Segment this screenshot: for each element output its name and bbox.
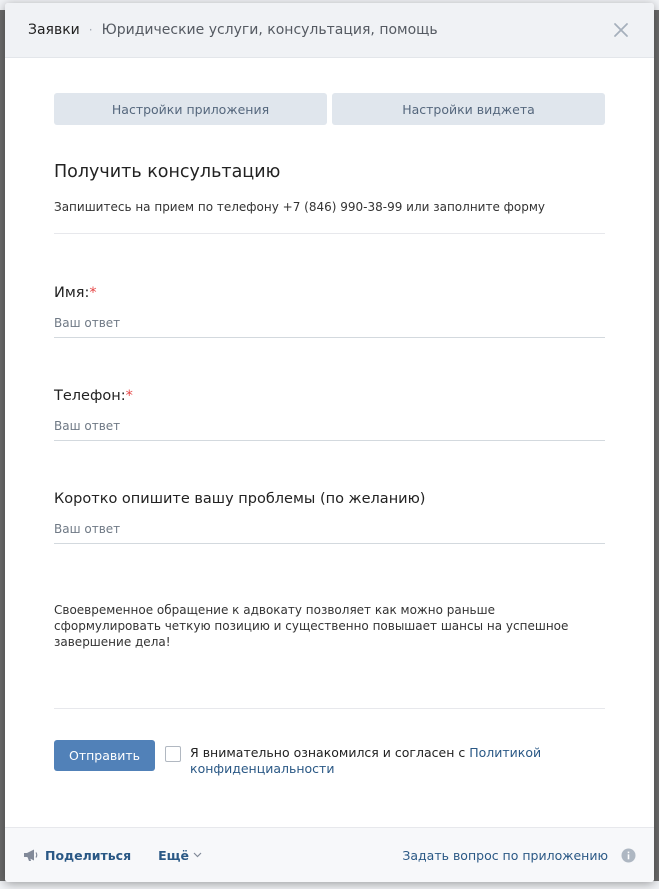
problem-label-text: Коротко опишите вашу проблемы (по желанию)	[54, 491, 426, 507]
background-page-bottom	[0, 881, 659, 889]
phone-label-text: Телефон:	[54, 388, 126, 404]
megaphone-icon	[23, 848, 39, 862]
submit-row	[54, 740, 605, 777]
modal-title: Заявки	[28, 22, 80, 38]
info-icon[interactable]	[621, 848, 636, 863]
agreement-checkbox[interactable]	[165, 746, 181, 762]
privacy-policy-link[interactable]: Политикой конфиденциальности	[190, 745, 542, 776]
required-mark: *	[89, 285, 97, 301]
agreement-label: Я внимательно ознакомился и согласен с	[190, 745, 466, 760]
required-mark: *	[125, 388, 133, 404]
phone-field-label	[54, 388, 605, 404]
more-label: Ещё	[158, 847, 189, 863]
submit-button[interactable]: Отправить	[54, 740, 155, 771]
chevron-down-icon	[193, 852, 202, 858]
ask-question-link[interactable]: Задать вопрос по приложению	[402, 847, 608, 863]
modal-content	[5, 58, 654, 777]
app-settings-button[interactable]: Настройки приложения	[54, 93, 327, 125]
problem-input[interactable]	[54, 522, 605, 544]
form-title: Получить консультацию	[54, 162, 281, 182]
name-input[interactable]	[54, 316, 605, 338]
settings-tabs	[54, 93, 605, 125]
phone-input[interactable]	[54, 419, 605, 441]
agreement-text	[190, 745, 605, 777]
form-description: Запишитесь на прием по телефону +7 (846) 990-38-99 или заполните форму	[54, 200, 546, 214]
close-button[interactable]	[611, 20, 631, 40]
more-button[interactable]	[158, 848, 202, 863]
modal-footer	[5, 827, 654, 882]
form-note: Своевременное обращение к адвокату позволяет как можно раньше сформулировать четкую позицию и существенно повышает шансы на успешное завершение дела!	[54, 603, 569, 649]
modal-subtitle: Юридические услуги, консультация, помощь	[101, 22, 438, 38]
divider	[54, 233, 605, 234]
problem-field-label	[54, 491, 605, 507]
modal-header	[5, 3, 654, 58]
name-label-text: Имя:	[54, 285, 90, 301]
close-icon	[611, 20, 631, 40]
share-button[interactable]	[23, 848, 131, 863]
widget-settings-button[interactable]: Настройки виджета	[332, 93, 605, 125]
share-label: Поделиться	[45, 847, 132, 863]
agreement	[165, 745, 605, 777]
name-field-label	[54, 285, 605, 301]
divider	[54, 708, 605, 709]
app-modal	[5, 3, 654, 882]
title-separator: ·	[88, 23, 93, 37]
